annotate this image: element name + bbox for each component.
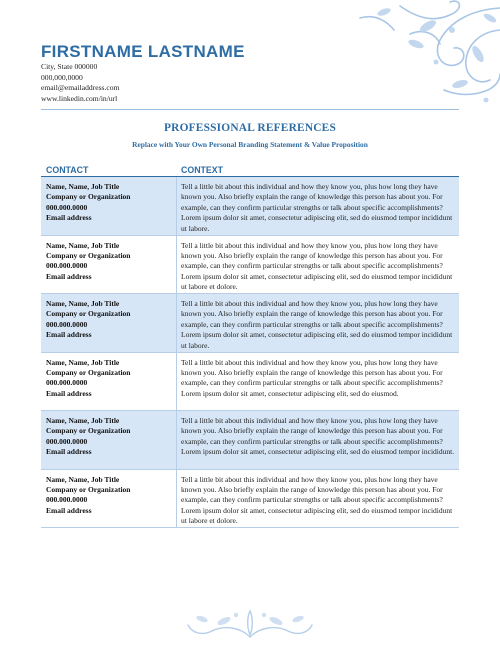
reference-company: Company or Organization <box>46 192 131 202</box>
reference-name: Name, Name, Job Title <box>46 182 120 191</box>
column-header-contact: CONTACT <box>46 165 89 175</box>
reference-phone: 000.000.0000 <box>46 319 88 329</box>
reference-contact <box>46 416 174 458</box>
column-divider <box>176 177 177 528</box>
reference-context: Tell a little bit about this individual and how they know you, plus how long they have known you. Also briefly explain the range of knowledge this person has about you. For example, can they confirm particular strengths or talk about specific accomplishments? Lorem ipsum dolor sit amet, consectetur adipiscing elit, sed do eiusmod tempor incididunt. <box>181 416 455 457</box>
reference-name: Name, Name, Job Title <box>46 357 120 367</box>
reference-email: Email address <box>46 505 92 515</box>
reference-phone: 000.000.0000 <box>46 436 88 446</box>
reference-phone: 000.000.0000 <box>46 495 88 505</box>
reference-row <box>41 236 459 295</box>
reference-company: Company or Organization <box>46 309 131 319</box>
reference-row <box>41 177 459 236</box>
reference-contact <box>46 182 174 224</box>
reference-row <box>41 411 459 470</box>
reference-contact <box>46 299 174 341</box>
references-table <box>41 177 459 528</box>
reference-context: Tell a little bit about this individual and how they know you, plus how long they have known you. Also briefly explain the range of knowledge this person has about you. For example, can they confirm particular strengths or talk about specific accomplishments? Lorem ipsum dolor sit amet, consectetur adipiscing elit, sed do eiusmod tempor incididunt ut labore et dolore. <box>181 240 453 292</box>
section-title: PROFESSIONAL REFERENCES <box>163 122 337 134</box>
reference-context: Tell a little bit about this individual and how they know you, plus how long they have known you. Also briefly explain the range of knowledge this person has about you. For example, can they confirm particular strengths or talk about specific accomplishments? Lorem ipsum dolor sit amet, consectetur adipiscing elit, sed do eiusmod tempor incididunt ut labore et dolore. <box>181 474 453 526</box>
reference-company: Company or Organization <box>46 484 131 494</box>
floral-flourish-decoration <box>340 0 500 110</box>
reference-contact <box>46 475 174 517</box>
reference-name: Name, Name, Job Title <box>46 240 120 250</box>
reference-row <box>41 470 459 529</box>
reference-row <box>41 353 459 412</box>
header-divider <box>41 109 459 110</box>
reference-email: Email address <box>46 388 92 398</box>
reference-name: Name, Name, Job Title <box>46 416 120 425</box>
footer-flourish-decoration <box>184 607 316 641</box>
linkedin-url: www.linkedin.com/in/url <box>41 93 118 103</box>
reference-email: Email address <box>46 271 92 281</box>
column-header-context: CONTEXT <box>181 165 224 175</box>
phone-number: 000,000,0000 <box>41 72 83 82</box>
reference-context: Tell a little bit about this individual and how they know you, plus how long they have known you. Also briefly explain the range of knowledge this person has about you. For example, can they confirm particular strengths or talk about specific accomplishments? Lorem ipsum dolor sit amet, consectetur adipiscing elit, sed do eiusmod. <box>181 357 443 398</box>
reference-phone: 000.000.0000 <box>46 261 88 271</box>
email-address: email@emailaddress.com <box>41 83 120 93</box>
reference-email: Email address <box>46 213 92 223</box>
reference-contact <box>46 241 174 283</box>
reference-phone: 000.000.0000 <box>46 202 88 212</box>
reference-email: Email address <box>46 330 92 340</box>
branding-statement: Replace with Your Own Personal Branding Statement & Value Proposition <box>132 140 368 149</box>
city-state: City, State 000000 <box>41 62 98 71</box>
reference-context: Tell a little bit about this individual and how they know you, plus how long they have known you. Also briefly explain the range of knowledge this person has about you. For example, can they confirm particular strengths or talk about specific accomplishments? Lorem ipsum dolor sit amet, consectetur adipiscing elit, sed do eiusmod tempor incididunt ut labore. <box>181 299 453 350</box>
reference-contact <box>46 358 174 400</box>
reference-company: Company or Organization <box>46 367 131 377</box>
reference-phone: 000.000.0000 <box>46 378 88 388</box>
resume-header <box>41 42 361 104</box>
reference-company: Company or Organization <box>46 426 131 436</box>
reference-row <box>41 294 459 353</box>
reference-email: Email address <box>46 447 92 457</box>
reference-name: Name, Name, Job Title <box>46 474 120 484</box>
reference-name: Name, Name, Job Title <box>46 299 120 308</box>
reference-company: Company or Organization <box>46 250 131 260</box>
reference-context: Tell a little bit about this individual and how they know you, plus how long they have known you. Also briefly explain the range of knowledge this person has about you. For example, can they confirm particular strengths or talk about specific accomplishments? Lorem ipsum dolor sit amet, consectetur adipiscing elit, sed do eiusmod tempor incididunt ut labore. <box>181 182 453 233</box>
applicant-name: FIRSTNAME LASTNAME <box>41 42 245 61</box>
